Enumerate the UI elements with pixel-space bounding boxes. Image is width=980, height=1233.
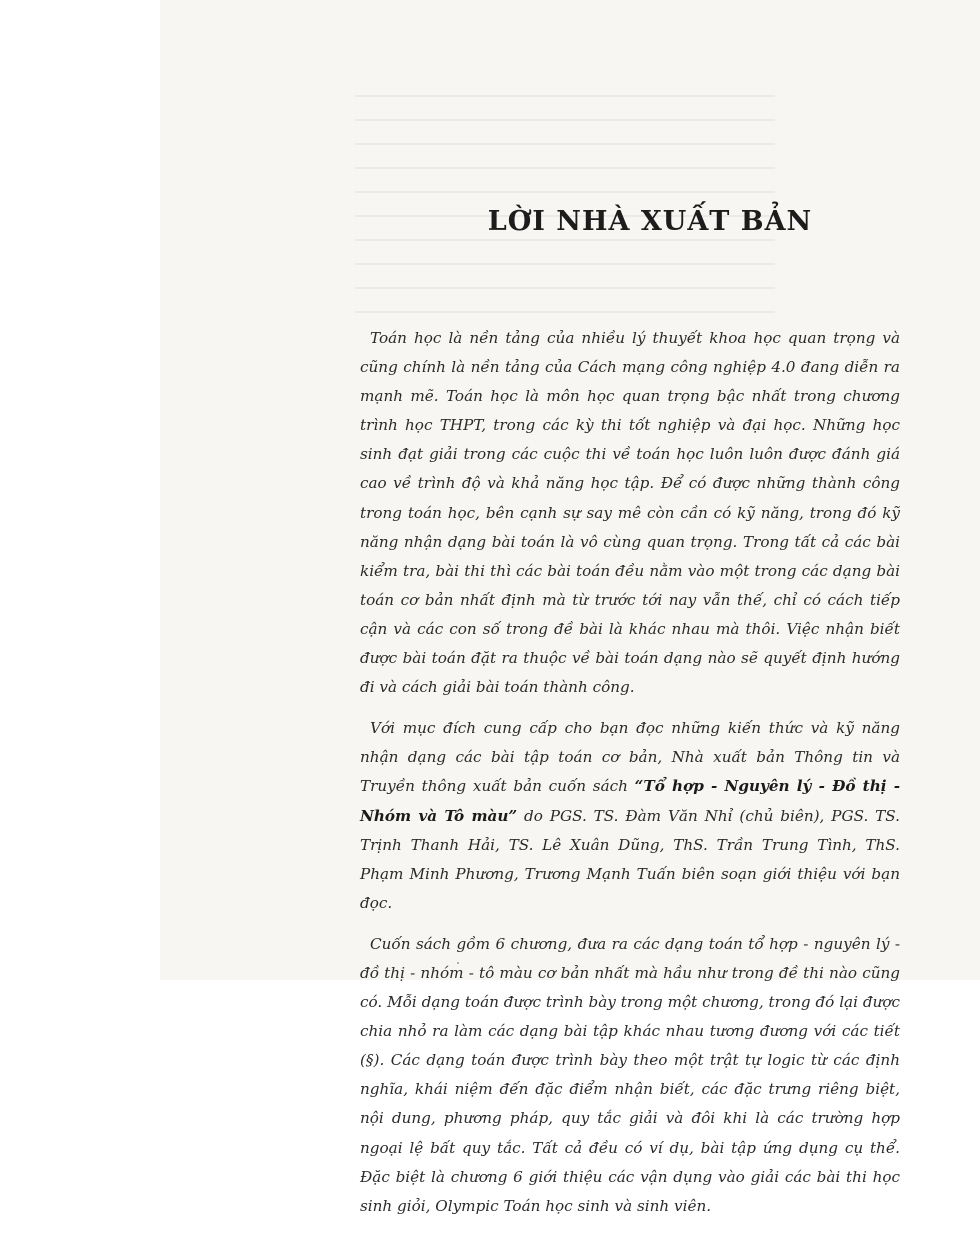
book-page bbox=[160, 0, 980, 1215]
paragraph-2-authors: do PGS. TS. Đàm Văn Nhỉ (chủ biên), PGS. TS. Trịnh Thanh Hải, TS. Lê Xuân Dũng, ThS. Trần Trung Tình, ThS. Phạm Minh Phương, Trương Mạnh Tuấn biên soạn giới thiệu với bạn đọc. bbox=[360, 806, 900, 912]
paragraph-3: Cuốn sách gồm 6 chương, đưa ra các dạng toán tổ hợp - nguyên lý - đồ thị - nhóm - tô màu cơ bản nhất mà hầu như trong đề thi nào cũng có. Mỗi dạng toán được trình bày trong một chương, trong đó lại được chia nhỏ ra làm các dạng bài tập khác nhau tương đương với các tiết (§). Các dạng toán được trình bày theo một trật tự logic từ các định nghĩa, khái niệm đến đặc điểm nhận biết, các đặc trưng riêng biệt, nội dung, phương pháp, quy tắc giải và đôi khi là các trường hợp ngoại lệ bất quy tắc. Tất cả đều có ví dụ, bài tập ứng dụng cụ thể. Đặc biệt là chương 6 giới thiệu các vận dụng vào giải các bài thi học sinh giỏi, Olympic Toán học sinh và sinh viên. bbox=[360, 934, 900, 1215]
paragraph-2 bbox=[360, 714, 900, 918]
page-heading: LỜI NHÀ XUẤT BẢN bbox=[487, 206, 813, 237]
paragraph-2-intro: Với mục đích cung cấp cho bạn đọc những kiến thức và kỹ năng nhận dạng các bài tập toán cơ bản, Nhà xuất bản Thông tin và Truyền thông xuất bản cuốn sách bbox=[360, 719, 900, 796]
paragraph-1: Toán học là nền tảng của nhiều lý thuyết khoa học quan trọng và cũng chính là nền tảng của Cách mạng công nghiệp 4.0 đang diễn ra mạnh mẽ. Toán học là môn học quan trọng bậc nhất trong chương trình học THPT, trong các kỳ thi tốt nghiệp và đại học. Những học sinh đạt giải trong các cuộc thi về toán học luôn luôn được đánh giá cao về trình độ và khả năng học tập. Để có được những thành công trong toán học, bên cạnh sự say mê còn cần có kỹ năng, trong đó kỹ năng nhận dạng bài toán là vô cùng quan trọng. Trong tất cả các bài kiểm tra, bài thi thì các bài toán đều nằm vào một trong các dạng bài toán cơ bản nhất định mà từ trước tới nay vẫn thế, chỉ có cách tiếp cận và các con số trong đề bài là khác nhau mà thôi. Việc nhận biết được bài toán đặt ra thuộc về bài toán dạng nào sẽ quyết định hướng đi và cách giải bài toán thành công. bbox=[360, 329, 900, 697]
foreword-body bbox=[360, 324, 900, 1233]
paper-speck bbox=[457, 962, 459, 964]
book-title: “Tổ hợp - Nguyên lý - Đồ thị - Nhóm và Tô màu” bbox=[360, 777, 901, 825]
